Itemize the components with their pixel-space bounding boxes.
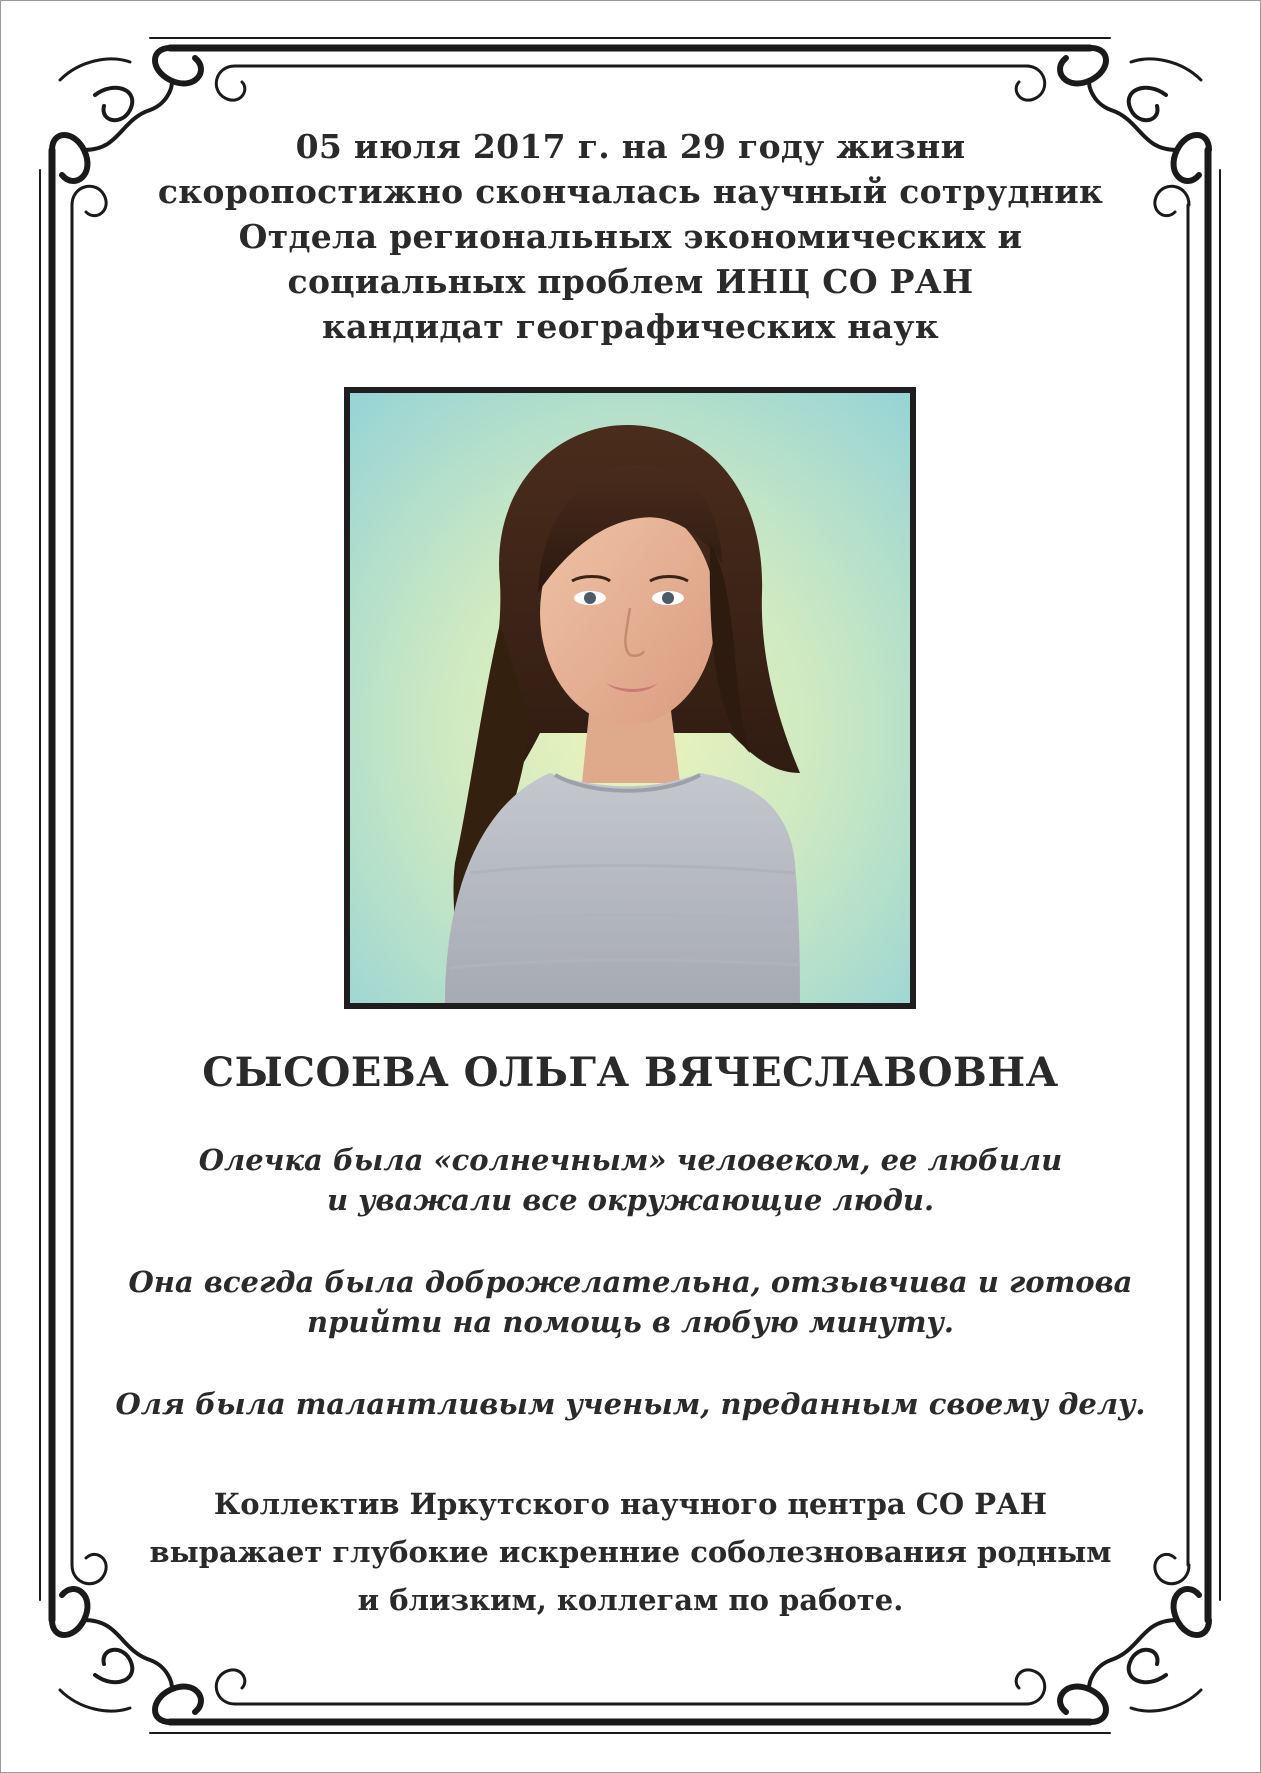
heading-line-institution: социальных проблем ИНЦ СО РАН <box>287 262 974 301</box>
heading-line-department: Отдела региональных экономических и <box>238 217 1023 256</box>
portrait-frame <box>344 387 916 1009</box>
heading-line-announcement: скоропостижно скончалась научный сотрудник <box>157 172 1104 211</box>
condolences-block <box>0 1480 1261 1624</box>
condolences-line: Коллектив Иркутского научного центра СО РАН <box>213 1487 1048 1521</box>
condolences-line: и близким, коллегам по работе. <box>357 1583 904 1617</box>
heading-line-date: 05 июля 2017 г. на 29 году жизни <box>295 127 966 166</box>
heading-line-degree: кандидат географических наук <box>322 307 939 346</box>
tribute-line: и уважали все окружающие люди. <box>326 1183 935 1217</box>
tribute-line: Олечка была «солнечным» человеком, ее любили <box>198 1143 1063 1177</box>
condolences-line: выражает глубокие искренние соболезнования родным <box>149 1535 1112 1569</box>
tribute-paragraph-3 <box>0 1384 1261 1424</box>
tribute-line: Оля была талантливым ученым, преданным своему делу. <box>115 1387 1146 1421</box>
tribute-line: прийти на помощь в любую минуту. <box>307 1305 954 1339</box>
portrait-photo <box>350 393 910 1003</box>
tribute-line: Она всегда была доброжелательна, отзывчива и готова <box>128 1265 1133 1299</box>
obituary-heading <box>0 124 1261 349</box>
tribute-paragraph-2 <box>0 1262 1261 1342</box>
tribute-paragraph-1 <box>0 1140 1261 1220</box>
deceased-name: СЫСОЕВА ОЛЬГА ВЯЧЕСЛАВОВНА <box>202 1049 1059 1096</box>
